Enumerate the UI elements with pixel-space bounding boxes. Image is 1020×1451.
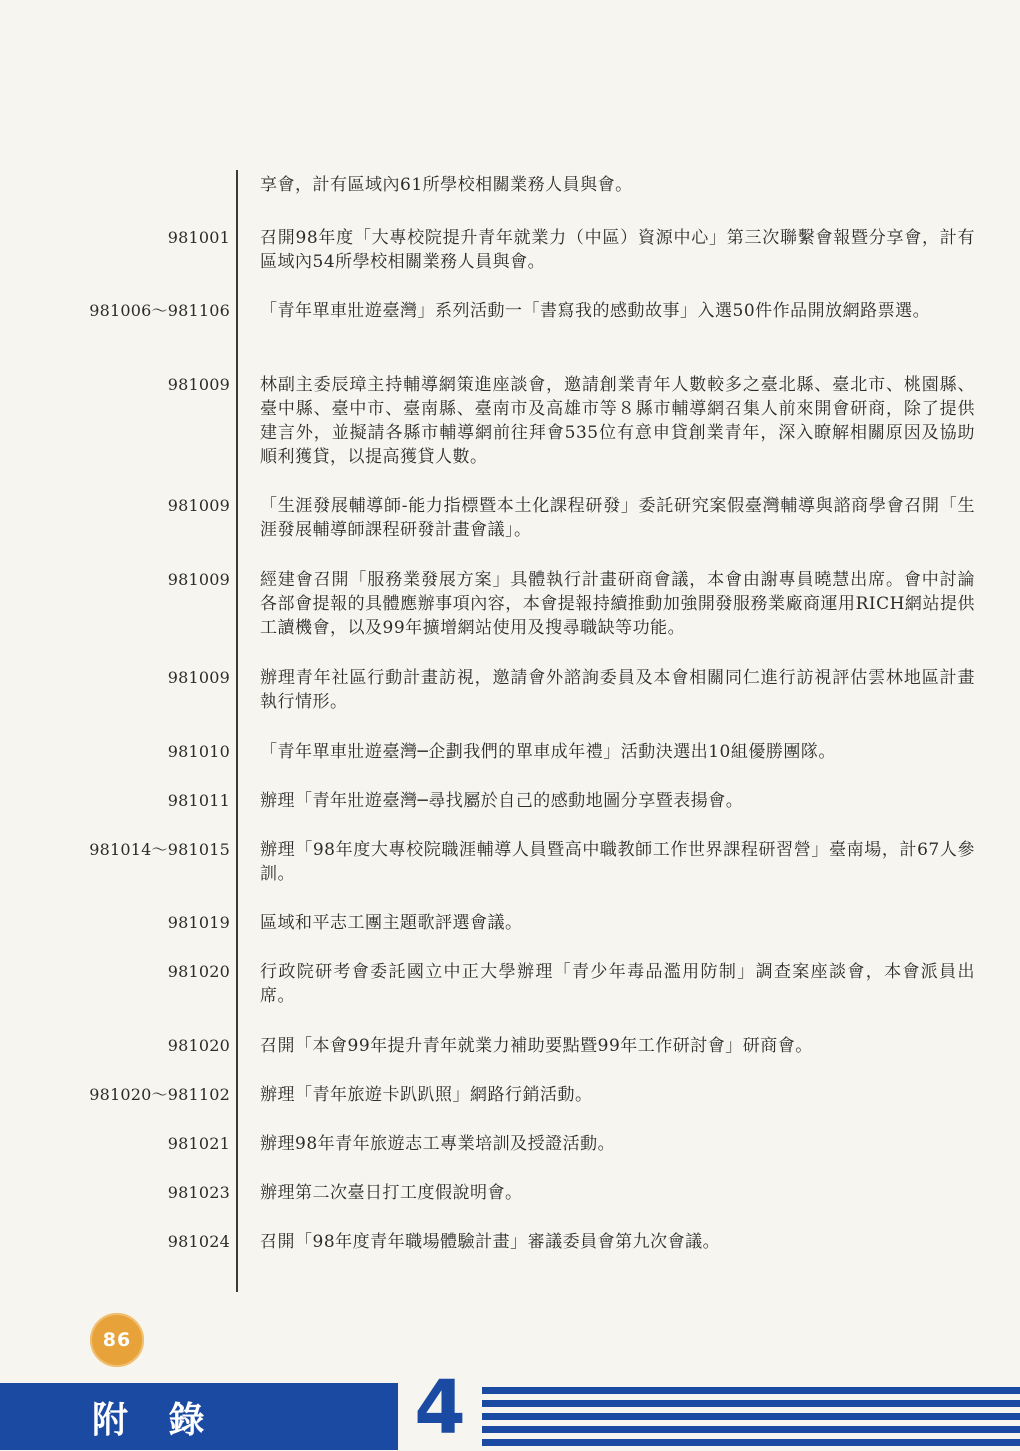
entry-date: 981024 bbox=[167, 1232, 230, 1251]
entry-date: 981001 bbox=[167, 228, 230, 247]
chapter-number: 4 bbox=[414, 1365, 466, 1451]
entry-text: 辦理青年社區行動計畫訪視，邀請會外諮詢委員及本會相關同仁進行訪視評估雲林地區計畫執行情形。 bbox=[260, 668, 975, 712]
footer-stripe bbox=[482, 1400, 1020, 1407]
entry-text: 辦理98年青年旅遊志工專業培訓及授證活動。 bbox=[260, 1134, 616, 1154]
entry-date: 981011 bbox=[167, 791, 230, 810]
entry-text: 林副主委辰璋主持輔導網策進座談會，邀請創業青年人數較多之臺北縣、臺北市、桃園縣、臺中縣、臺中市、臺南縣、臺南市及高雄市等８縣市輔導網召集人前來開會研商，除了提供建言外，並擬請各縣市輔導網前往拜會535位有意申貸創業青年，深入瞭解相關原因及協助順利獲貸，以提高獲貸人數。 bbox=[260, 375, 975, 467]
entry-text: 辦理「98年度大專校院職涯輔導人員暨高中職教師工作世界課程研習營」臺南場，計67人參訓。 bbox=[260, 840, 975, 884]
footer-stripe bbox=[482, 1387, 1020, 1394]
section-label: 附 錄 bbox=[92, 1399, 219, 1441]
entry-date: 981020 bbox=[167, 1036, 230, 1055]
footer-stripe bbox=[482, 1439, 1020, 1446]
entry-date: 981009 bbox=[167, 496, 230, 515]
entry-date: 981006～981106 bbox=[89, 301, 230, 320]
timeline-line bbox=[236, 170, 238, 1292]
entry-text: 辦理第二次臺日打工度假說明會。 bbox=[260, 1183, 523, 1203]
entry-date: 981014～981015 bbox=[89, 840, 230, 859]
entry-date: 981021 bbox=[167, 1134, 230, 1153]
entry-text: 區域和平志工團主題歌評選會議。 bbox=[260, 913, 523, 933]
entry-text: 享會，計有區域內61所學校相關業務人員與會。 bbox=[260, 175, 633, 195]
entry-date: 981009 bbox=[167, 375, 230, 394]
page-number-badge bbox=[90, 1313, 144, 1367]
entry-text: 經建會召開「服務業發展方案」具體執行計畫研商會議，本會由謝專員曉慧出席。會中討論各部會提報的具體應辦事項內容，本會提報持續推動加強開發服務業廠商運用RICH網站提供工讀機會，以及99年擴增網站使用及搜尋職缺等功能。 bbox=[260, 570, 975, 638]
entry-date: 981020～981102 bbox=[89, 1085, 230, 1104]
entry-text: 辦理「青年壯遊臺灣─尋找屬於自己的感動地圖分享暨表揚會。 bbox=[260, 791, 744, 811]
entry-text: 「青年單車壯遊臺灣─企劃我們的單車成年禮」活動決選出10組優勝團隊。 bbox=[260, 742, 836, 762]
page-number: 86 bbox=[102, 1329, 132, 1351]
entry-text: 行政院研考會委託國立中正大學辦理「青少年毒品濫用防制」調查案座談會，本會派員出席。 bbox=[260, 962, 975, 1006]
entry-text: 召開98年度「大專校院提升青年就業力（中區）資源中心」第三次聯繫會報暨分享會，計有區域內54所學校相關業務人員與會。 bbox=[260, 228, 975, 272]
entry-text: 「青年單車壯遊臺灣」系列活動一「書寫我的感動故事」入選50件作品開放網路票選。 bbox=[260, 301, 931, 321]
entry-date: 981020 bbox=[167, 962, 230, 981]
entry-text: 辦理「青年旅遊卡趴趴照」網路行銷活動。 bbox=[260, 1085, 593, 1105]
entry-date: 981009 bbox=[167, 668, 230, 687]
entry-date: 981009 bbox=[167, 570, 230, 589]
entry-date: 981023 bbox=[167, 1183, 230, 1202]
entry-date: 981010 bbox=[167, 742, 230, 761]
entry-text: 召開「98年度青年職場體驗計畫」審議委員會第九次會議。 bbox=[260, 1232, 721, 1252]
footer-stripe bbox=[482, 1426, 1020, 1433]
footer-stripe bbox=[482, 1413, 1020, 1420]
entry-date: 981019 bbox=[167, 913, 230, 932]
entry-text: 召開「本會99年提升青年就業力補助要點暨99年工作研討會」研商會。 bbox=[260, 1036, 813, 1056]
entry-text: 「生涯發展輔導師-能力指標暨本土化課程研發」委託研究案假臺灣輔導與諮商學會召開「生涯發展輔導師課程研發計畫會議」。 bbox=[260, 496, 975, 540]
